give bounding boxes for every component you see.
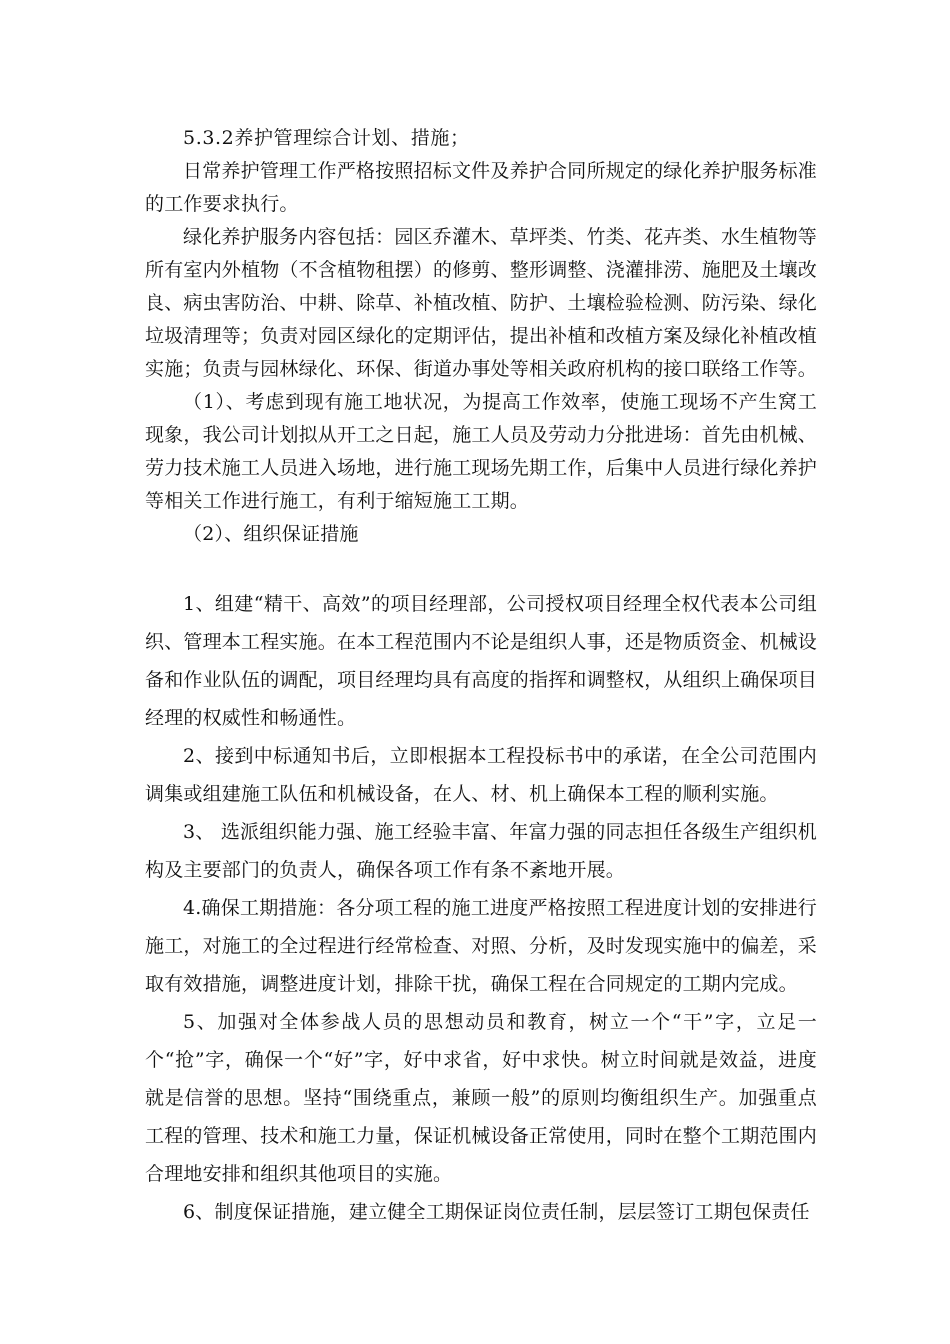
paragraph-2: 绿化养护服务内容包括：园区乔灌木、草坪类、竹类、花卉类、水生植物等所有室内外植物（不含植物租摆）的修剪、整形调整、浇灌排涝、施肥及土壤改良、病虫害防治、中耕、除草、补植改植、防护、土壤检验检测、防污染、绿化垃圾清理等；负责对园区绿化的定期评估，提出补植和改植方案及绿化补植改植实施；负责与园林绿化、环保、街道办事处等相关政府机构的接口联络工作等。	[145, 226, 818, 380]
paragraph-7: 3、 选派组织能力强、施工经验丰富、年富力强的同志担任各级生产组织机构及主要部门的负责人，确保各项工作有条不紊地开展。	[145, 821, 817, 881]
paragraph-8: 4.确保工期措施：各分项工程的施工进度严格按照工程进度计划的安排进行施工，对施工的全过程进行经常检查、对照、分析，及时发现实施中的偏差，采取有效措施，调整进度计划，排除干扰，确保工程在合同规定的工期内完成。	[145, 897, 818, 995]
paragraph-3: （1）、考虑到现有施工地状况，为提高工作效率，使施工现场不产生窝工现象，我公司计划拟从开工之日起，施工人员及劳动力分批进场：首先由机械、劳力技术施工人员进入场地，进行施工现场先期工作，后集中人员进行绿化养护等相关工作进行施工，有利于缩短施工工期。	[145, 391, 818, 512]
paragraph-5: 1、组建“精干、高效”的项目经理部，公司授权项目经理全权代表本公司组织、管理本工程实施。在本工程范围内不论是组织人事，还是物质资金、机械设备和作业队伍的调配，项目经理均具有高度的指挥和调整权，从组织上确保项目经理的权威性和畅通性。	[145, 593, 818, 729]
paragraph-10: 6、制度保证措施，建立健全工期保证岗位责任制，层层签订工期包保责任	[183, 1201, 810, 1223]
paragraph-9: 5、加强对全体参战人员的思想动员和教育，树立一个“干”字，立足一个“抢”字，确保一个“好”字，好中求省，好中求快。树立时间就是效益，进度就是信誉的思想。坚持“围绕重点，兼顾一般”的原则均衡组织生产。加强重点工程的管理、技术和施工力量，保证机械设备正常使用，同时在整个工期范围内合理地安排和组织其他项目的实施。	[145, 1011, 818, 1185]
document-body-upper	[145, 122, 817, 551]
paragraph-4: （2）、组织保证措施	[183, 523, 359, 545]
paragraph-1: 日常养护管理工作严格按照招标文件及养护合同所规定的绿化养护服务标准的工作要求执行。	[145, 160, 817, 215]
paragraph-6: 2、接到中标通知书后，立即根据本工程投标书中的承诺，在全公司范围内调集或组建施工队伍和机械设备，在人、材、机上确保本工程的顺利实施。	[145, 745, 817, 805]
section-heading: 5.3.2养护管理综合计划、措施；	[183, 127, 470, 149]
document-body-lower	[145, 585, 817, 1231]
